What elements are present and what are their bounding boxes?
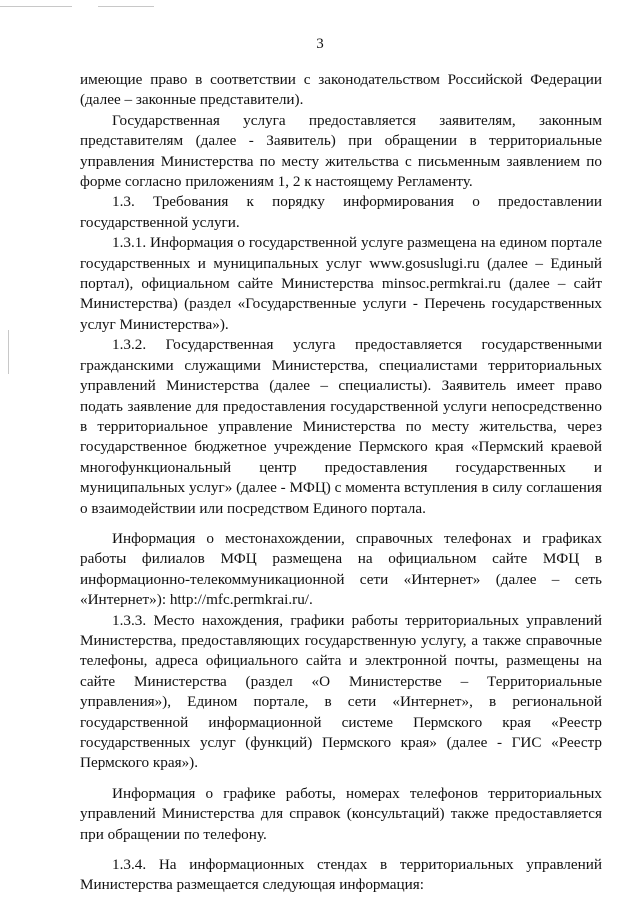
paragraph-1-3-2: 1.3.2. Государственная услуга предоставляется государственными гражданскими служащими Министерства, специалистами территориальных управлений Министерства (далее – специалисты). Заявитель имеет право подать заявление для предоставления государственной услуги непосредственно в территориальное управление Министерства по месту жительства, через государственное бюджетное учреждение Пермского края «Пермский краевой многофункциональный центр предоставления государственных и муниципальных услуг» (далее - МФЦ) с момента вступления в силу соглашения о взаимодействии или посредством Единого портала. — [80, 336, 602, 517]
document-body — [80, 70, 602, 896]
paragraph-1-3-1: 1.3.1. Информация о государственной услуге размещена на едином портале государственных и муниципальных услуг www.gosuslugi.ru (далее – Единый портал), официальном сайте Министерства minsoc.permkrai.ru (далее – сайт Министерства) (раздел «Государственные услуги - Перечень государственных услуг Министерства»). — [80, 234, 602, 333]
paragraph-1-3-3: 1.3.3. Место нахождения, графики работы территориальных управлений Министерства, предоставляющих государственную услугу, а также справочные телефоны, адреса официального сайта и электронной почты, размещены на сайте Министерства (раздел «О Министерстве – Территориальные управления»), Едином портале, в сети «Интернет», в региональной государственной информационной системе Пермского края «Реестр государственных услуг (функций) Пермского края» (далее - ГИС «Реестр Пермского края»). — [80, 611, 602, 772]
scan-mark-top-left — [0, 6, 72, 7]
scan-mark-top-mid — [98, 6, 154, 7]
paragraph-service-provision: Государственная услуга предоставляется заявителям, законным представителям (далее - Заявитель) при обращении в территориальные управления Министерства по месту жительства с письменным заявлением по форме согласно приложениям 1, 2 к настоящему Регламенту. — [80, 111, 602, 191]
paragraph-mfc-info: Информация о местонахождении, справочных телефонах и графиках работы филиалов МФЦ размещена на официальном сайте МФЦ в информационно-телекоммуникационной сети «Интернет» (далее – сеть «Интернет»): http://mfc.permkrai.ru/. — [80, 529, 602, 609]
paragraph-legal-representatives: имеющие право в соответствии с законодательством Российской Федерации (далее – законные представители). — [80, 71, 602, 109]
scan-mark-left-edge — [8, 330, 9, 374]
paragraph-1-3-heading: 1.3. Требования к порядку информирования о предоставлении государственной услуги. — [80, 193, 602, 231]
paragraph-schedule-info: Информация о графике работы, номерах телефонов территориальных управлений Министерства для справок (консультаций) также предоставляется при обращении по телефону. — [80, 784, 602, 843]
page-number: 3 — [316, 36, 324, 52]
paragraph-1-3-4: 1.3.4. На информационных стендах в территориальных управлений Министерства размещается следующая информация: — [80, 856, 602, 894]
